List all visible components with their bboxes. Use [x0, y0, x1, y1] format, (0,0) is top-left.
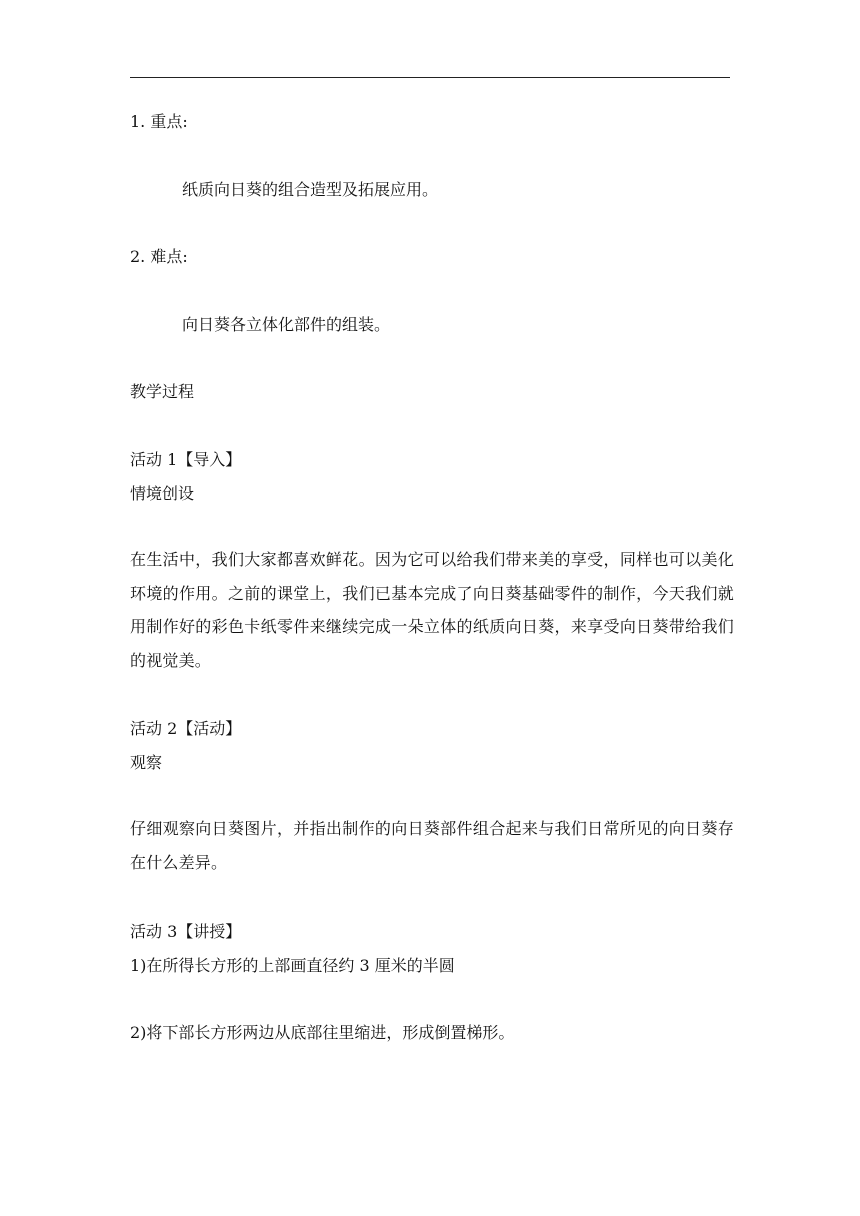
key-point-text: 纸质向日葵的组合造型及拓展应用。	[182, 180, 439, 199]
process-heading: 教学过程	[130, 382, 195, 401]
header-rule	[130, 77, 730, 78]
difficulty-text: 向日葵各立体化部件的组装。	[182, 315, 391, 334]
activity3-step2: 2)将下部长方形两边从底部往里缩进，形成倒置梯形。	[130, 1023, 515, 1042]
activity3-step1: 1)在所得长方形的上部画直径约 3 厘米的半圆	[130, 956, 455, 975]
activity1-heading: 活动 1【导入】	[130, 450, 242, 469]
activity1-subtitle: 情境创设	[130, 484, 195, 503]
activity2-body: 仔细观察向日葵图片，并指出制作的向日葵部件组合起来与我们日常所见的向日葵存在什么差异。	[130, 819, 734, 872]
key-point-heading: 1. 重点:	[130, 112, 188, 131]
activity2-subtitle: 观察	[130, 753, 163, 772]
activity3-heading: 活动 3【讲授】	[130, 922, 242, 941]
activity1-body: 在生活中，我们大家都喜欢鲜花。因为它可以给我们带来美的享受，同样也可以美化环境的作用。之前的课堂上，我们已基本完成了向日葵基础零件的制作，今天我们就用制作好的彩色卡纸零件来继续完成一朵立体的纸质向日葵，来享受向日葵带给我们的视觉美。	[130, 550, 734, 670]
activity2-heading: 活动 2【活动】	[130, 719, 242, 738]
difficulty-heading: 2. 难点:	[130, 247, 188, 266]
